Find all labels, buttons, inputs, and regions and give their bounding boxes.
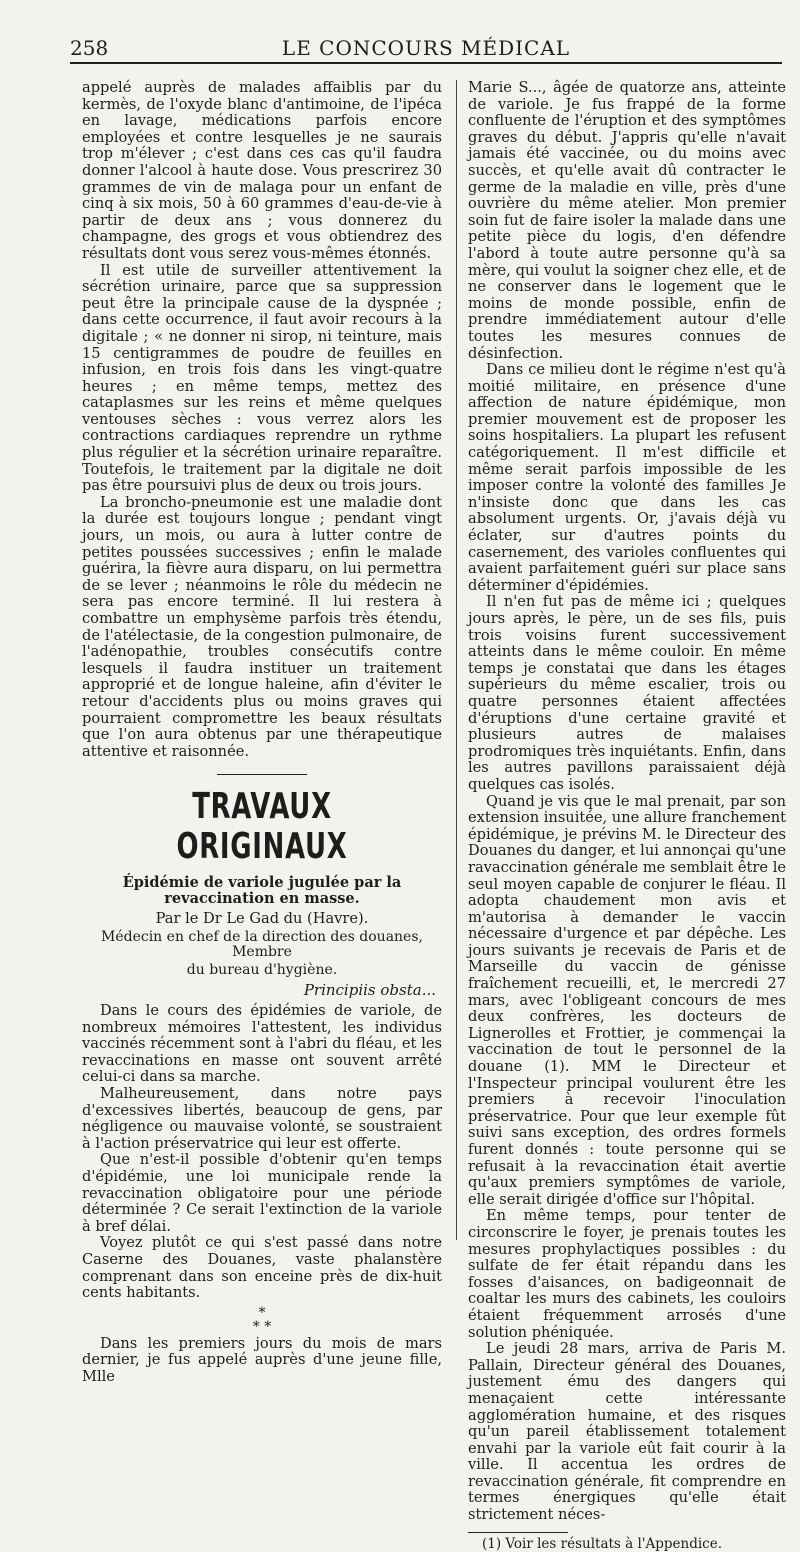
asterism-separator: * * * (252, 1304, 272, 1335)
paragraph: Il n'en fut pas de même ici ; quelques jours après, le père, un de ses fils, puis trois voisins furent successivement atteints dans le même couloir. En même temps je constatai que dans les étages supérieurs du même escalier, trois ou quatre personnes étaient affectées d'éruptions d'une certaine gravité et plusieurs autres de malaises prodromiques très inquiétants. Enfin, dans les autres pavillons paraissaient déjà quelques cas isolés. (468, 593, 786, 793)
footnote-rule (468, 1532, 568, 1533)
left-column (82, 80, 442, 1386)
paragraph: Quand je vis que le mal prenait, par son extension insuitée, une allure franchement épidémique, je prévins M. le Directeur des Douanes du danger, et lui annonçai qu'une ravaccination générale me semblait être le seul moyen capable de conjurer le fléau. Il adopta chaudement mon avis et m'autorisa à demander le vaccin nécessaire d'urgence et par dépêche. Les jours suivants je recevais de Paris et de Marseille du vaccin de génisse fraîchement recueilli, et, le mercredi 27 mars, avec l'obligeant concours de mes deux confrères, les docteurs de Lignerolles et Frottier, je commençai la vaccination de tout le personnel de la douane (1). MM le Directeur et l'Inspecteur principal voulurent être les premiers à recevoir l'inoculation préservatrice. Pour que leur exemple fût suivi sans exception, des ordres formels furent donnés : toute personne qui se refusait à la revaccination était avertie qu'aux premiers symptômes de variole, elle serait dirigée d'office sur l'hôpital. (468, 792, 786, 1208)
byline: Par le Dr Le Gad du (Havre). (155, 910, 369, 928)
journal-title: LE CONCOURS MÉDICAL (281, 36, 571, 60)
header-rule (70, 62, 782, 64)
paragraph: Dans ce milieu dont le régime n'est qu'à moitié militaire, en présence d'une affection de nature épidémique, mon premier mouvement est de proposer les soins hospitaliers. La plupart les refusent catégoriquement. Il m'est difficile et même serait parfois impossible de les imposer contre la volonté des familles Je n'insiste donc que dans les cas absolument urgents. Or, j'avais déjà vu éclater, sur d'autres points du casernement, des varioles confluentes qui avaient parfaitement guéri sur place sans déterminer d'épidémies. (468, 361, 786, 594)
paragraph: Le jeudi 28 mars, arriva de Paris M. Pallain, Directeur général des Douanes, justement ému des dangers qui menaçaient cette intéressante agglomération humaine, et des risques qu'un pareil établissement totalement envahi par la variole eût fait courir à la ville. Il accentua les ordres de revaccination générale, fit comprendre en termes énergiques qu'elle était strictement néces- (468, 1340, 786, 1524)
paragraph: Marie S..., âgée de quatorze ans, atteinte de variole. Je fus frappé de la forme confluente de l'éruption et des symptômes graves du début. J'appris qu'elle n'avait jamais été vaccinée, ou du moins avec succès, et qu'elle avait dû contracter le germe de la maladie en ville, près d'une ouvrière du même atelier. Mon premier soin fut de faire isoler la malade dans une petite pièce du logis, d'en défendre l'abord à toute autre personne qu'à sa mère, qui voulut la soigner chez elle, et de ne conserver dans le logement que le moins de monde possible, enfin de prendre immédiatement autour d'elle toutes les mesures connues de désinfection. (468, 79, 786, 362)
paragraph: appelé auprès de malades affaiblis par du kermès, de l'oxyde blanc d'antimoine, de l'ipéca en lavage, médications parfois encore employées et contre lesquelles je ne saurais trop m'élever ; c'est dans ces cas qu'il faudra donner l'alcool à haute dose. Vous prescrirez 30 grammes de vin de malaga pour un enfant de cinq à six mois, 50 à 60 grammes d'eau-de-vie à partir de deux ans ; vous donnerez du champagne, des grogs et vous obtiendrez des résultats dont vous serez vous-mêmes étonnés. (82, 79, 442, 262)
article-paragraph: Dans les premiers jours du mois de mars dernier, je fus appelé auprès d'une jeune fille, Mlle (82, 1334, 442, 1385)
article-paragraph: Que n'est-il possible d'obtenir qu'en temps d'épidémie, une loi municipale rende la revaccination obligatoire pour une période déterminée ? Ce serait l'extinction de la variole à bref délai. (82, 1151, 442, 1235)
page-number: 258 (70, 36, 109, 60)
affiliation-line1: Médecin en chef de la direction des douanes, Membre (101, 928, 423, 961)
right-column (468, 80, 786, 1552)
section-divider (217, 774, 307, 775)
section-title: TRAVAUX ORIGINAUX (176, 786, 348, 868)
footnote: (1) Voir les résultats à l'Appendice. (482, 1535, 723, 1552)
paragraph: Il est utile de surveiller attentivement la sécrétion urinaire, parce que sa suppression peut être la principale cause de la dyspnée ; dans cette occurrence, il faut avoir recours à la digitale ; « ne donner ni sirop, ni teinture, mais 15 centigrammes de poudre de feuilles en infusion, en trois fois dans les vingt-quatre heures ; en même temps, mettez des cataplasmes sur les reins et même quelques ventouses sèches : vous verrez alors les contractions cardiaques reprendre un rythme plus régulier et la sécrétion urinaire reparaître. Toutefois, le traitement par la digitale ne doit pas être poursuivi plus de deux ou trois jours. (82, 261, 442, 495)
article-paragraph: Voyez plutôt ce qui s'est passé dans notre Caserne des Douanes, vaste phalanstère comprenant dans son enceine près de dix-huit cents habitants. (82, 1234, 442, 1302)
article-title-line2: revaccination en masse. (164, 890, 360, 908)
epigraph: Principiis obsta... (303, 981, 436, 1000)
paragraph: En même temps, pour tenter de circonscrire le foyer, je prenais toutes les mesures prophylactiques possibles : du sulfate de fer était répandu dans les fosses d'aisances, on badigeonnait de coaltar les murs des cabinets, les couloirs étaient fréquemment arrosés d'une solution phéniquée. (468, 1207, 786, 1341)
paragraph: La broncho-pneumonie est une maladie dont la durée est toujours longue ; pendant vingt jours, un mois, ou aura à lutter contre de petites poussées successives ; enfin le malade guérira, la fièvre aura disparu, on lui permettra de se lever ; néanmoins le rôle du médecin ne sera pas encore terminé. Il lui restera à combattre un emphysème parfois très étendu, de l'atélectasie, de la congestion pulmonaire, de l'adénopathie, troubles consécutifs contre lesquels il faudra instituer un traitement approprié et de longue haleine, afin d'éviter le retour d'accidents plus ou moins graves qui pourraient compromettre les beaux résultats que l'on aura obtenus par une thérapeutique attentive et raisonnée. (82, 493, 442, 760)
affiliation-line2: du bureau d'hygiène. (186, 961, 338, 978)
article-title-line1: Épidémie de variole jugulée par la (122, 874, 402, 892)
column-divider (456, 80, 457, 1240)
page-header (70, 32, 782, 62)
article-paragraph: Dans le cours des épidémies de variole, de nombreux mémoires l'attestent, les individus vaccinés récemment sont à l'abri du fléau, et les revaccinations en masse ont souvent arrêté celui-ci dans sa marche. (82, 1002, 442, 1086)
article-paragraph: Malheureusement, dans notre pays d'excessives libertés, beaucoup de gens, par négligence ou mauvaise volonté, se soustraient à l'action préservatrice qui leur est offerte. (82, 1085, 442, 1152)
